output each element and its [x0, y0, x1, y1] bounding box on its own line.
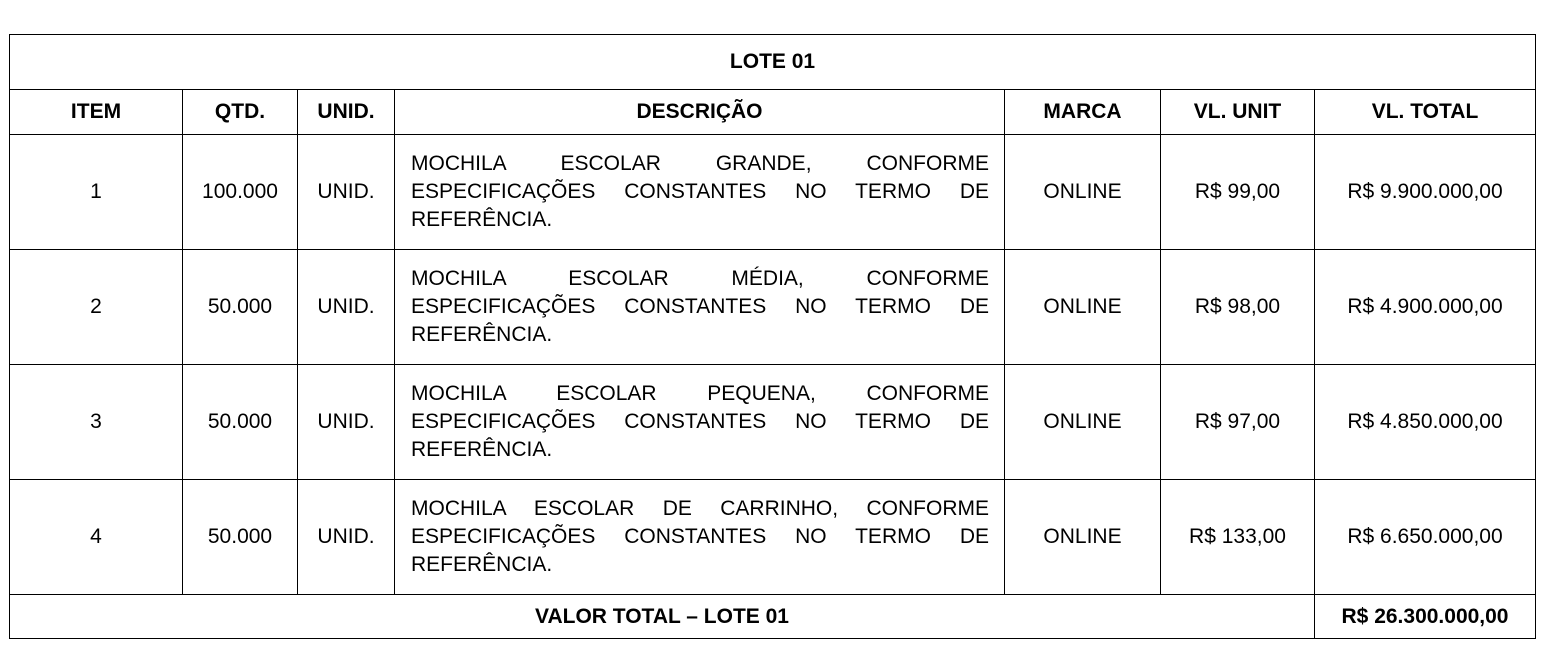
header-vl-unit: VL. UNIT — [1161, 90, 1315, 135]
cell-item: 1 — [10, 135, 183, 250]
cell-unid: UNID. — [298, 365, 395, 480]
cell-marca: ONLINE — [1005, 365, 1161, 480]
header-row — [10, 90, 1536, 135]
cell-qtd: 50.000 — [183, 365, 298, 480]
cell-vl-total: R$ 4.850.000,00 — [1315, 365, 1536, 480]
header-descricao: DESCRIÇÃO — [395, 90, 1005, 135]
cell-marca: ONLINE — [1005, 250, 1161, 365]
cell-vl-unit: R$ 97,00 — [1161, 365, 1315, 480]
cell-vl-total: R$ 4.900.000,00 — [1315, 250, 1536, 365]
total-label: VALOR TOTAL – LOTE 01 — [10, 595, 1315, 639]
cell-unid: UNID. — [298, 250, 395, 365]
header-unid: UNID. — [298, 90, 395, 135]
cell-qtd: 50.000 — [183, 480, 298, 595]
cell-descricao: MOCHILA ESCOLAR GRANDE, CONFORME ESPECIFICAÇÕES CONSTANTES NO TERMO DE REFERÊNCIA. — [395, 135, 1005, 250]
cell-descricao: MOCHILA ESCOLAR MÉDIA, CONFORME ESPECIFICAÇÕES CONSTANTES NO TERMO DE REFERÊNCIA. — [395, 250, 1005, 365]
header-vl-total: VL. TOTAL — [1315, 90, 1536, 135]
cell-item: 2 — [10, 250, 183, 365]
cell-item: 3 — [10, 365, 183, 480]
cell-vl-total: R$ 9.900.000,00 — [1315, 135, 1536, 250]
total-row — [10, 595, 1536, 639]
cell-item: 4 — [10, 480, 183, 595]
header-item: ITEM — [10, 90, 183, 135]
cell-vl-unit: R$ 98,00 — [1161, 250, 1315, 365]
table-row — [10, 250, 1536, 365]
cell-qtd: 100.000 — [183, 135, 298, 250]
header-qtd: QTD. — [183, 90, 298, 135]
cell-marca: ONLINE — [1005, 135, 1161, 250]
cell-descricao: MOCHILA ESCOLAR DE CARRINHO, CONFORME ESPECIFICAÇÕES CONSTANTES NO TERMO DE REFERÊNCIA. — [395, 480, 1005, 595]
cell-qtd: 50.000 — [183, 250, 298, 365]
cell-vl-total: R$ 6.650.000,00 — [1315, 480, 1536, 595]
table-row — [10, 365, 1536, 480]
title-row — [10, 35, 1536, 90]
cell-vl-unit: R$ 133,00 — [1161, 480, 1315, 595]
header-marca: MARCA — [1005, 90, 1161, 135]
lote-table — [9, 34, 1536, 639]
cell-descricao: MOCHILA ESCOLAR PEQUENA, CONFORME ESPECIFICAÇÕES CONSTANTES NO TERMO DE REFERÊNCIA. — [395, 365, 1005, 480]
cell-unid: UNID. — [298, 480, 395, 595]
cell-vl-unit: R$ 99,00 — [1161, 135, 1315, 250]
table-row — [10, 480, 1536, 595]
total-value: R$ 26.300.000,00 — [1315, 595, 1536, 639]
table-row — [10, 135, 1536, 250]
cell-unid: UNID. — [298, 135, 395, 250]
cell-marca: ONLINE — [1005, 480, 1161, 595]
table-title: LOTE 01 — [10, 35, 1536, 90]
